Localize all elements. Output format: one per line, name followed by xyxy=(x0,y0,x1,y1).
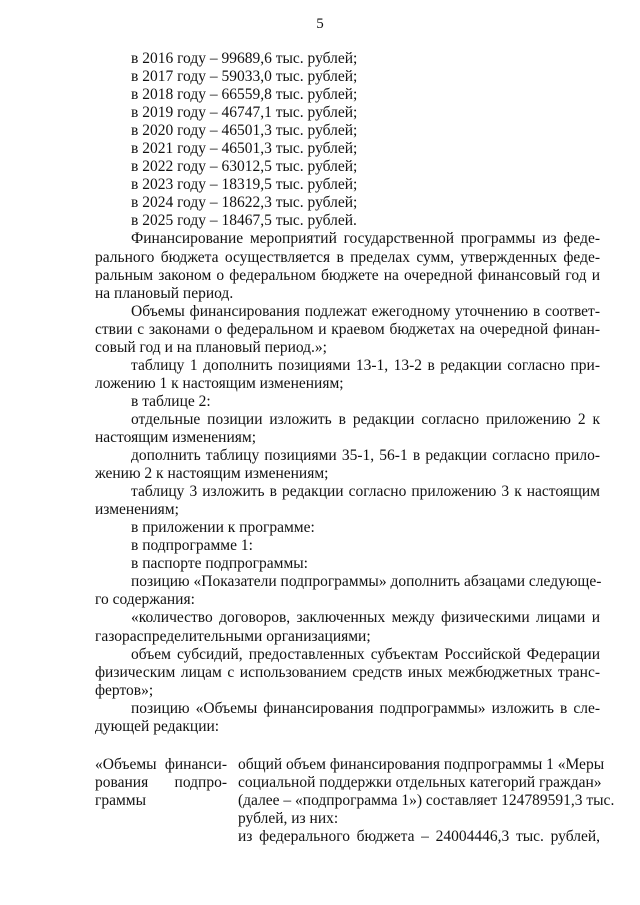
table-value-line: рублей, из них: xyxy=(238,810,339,828)
text-line: ложению 1 к настоящим изменениям; xyxy=(95,374,344,392)
text-line: газораспределительными организациями; xyxy=(95,627,371,645)
paragraph-table-3 xyxy=(95,483,600,519)
year-line: в 2020 году – 46501,3 тыс. рублей; xyxy=(131,122,358,140)
document-body xyxy=(95,50,600,736)
text-line: дующей редакции: xyxy=(95,717,220,735)
year-line: в 2023 году – 18319,5 тыс. рублей; xyxy=(131,176,358,194)
year-line: в 2018 году – 66559,8 тыс. рублей; xyxy=(131,86,358,104)
passport-table-value-cell xyxy=(238,756,615,846)
passport-table-label-cell xyxy=(95,756,227,810)
funding-years-list xyxy=(95,50,600,230)
paragraph-federal-funding xyxy=(95,230,600,302)
page-number: 5 xyxy=(316,16,324,32)
table-value-line: из федерального бюджета – 24004446,3 тыс. рублей, xyxy=(238,828,600,846)
text-line: настоящим изменениям; xyxy=(95,428,257,446)
table-value-line: общий объем финансирования подпрограммы 1 «Меры xyxy=(238,756,605,773)
text-line: Финансирование мероприятий государственной программы из феде- xyxy=(131,230,600,248)
text-line: в подпрограмме 1: xyxy=(131,537,253,555)
text-line: позицию «Объемы финансирования подпрограммы» изложить в сле- xyxy=(131,699,600,717)
paragraph-financing-position xyxy=(95,700,600,736)
text-line: «количество договоров, заключенных между физическими лицами и xyxy=(131,609,600,627)
text-line: изменениям; xyxy=(95,501,179,519)
table-label-line: «Объемы финанси- xyxy=(95,756,227,773)
text-line: в таблице 2: xyxy=(131,392,211,410)
text-line: рального бюджета осуществляется в пределах сумм, утвержденных феде- xyxy=(95,248,600,266)
year-line: в 2017 году – 59033,0 тыс. рублей; xyxy=(131,68,358,86)
paragraph-indicators xyxy=(95,573,600,609)
year-line: в 2024 году – 18622,3 тыс. рублей; xyxy=(131,194,358,212)
text-line: позицию «Показатели подпрограммы» дополнить абзацами следующе- xyxy=(131,573,602,591)
text-line: физическим лицам с использованием средств иных межбюджетных транс- xyxy=(95,663,600,681)
text-line: дополнить таблицу позициями 35-1, 56-1 в редакции согласно прило- xyxy=(131,447,600,465)
table-value-line: социальной поддержки отдельных категорий граждан» xyxy=(238,774,602,792)
text-line: объем субсидий, предоставленных субъектам Российской Федерации xyxy=(131,645,600,663)
year-line: в 2019 году – 46747,1 тыс. рублей; xyxy=(131,104,358,122)
year-line: в 2016 году – 99689,6 тыс. рублей; xyxy=(131,50,358,67)
text-line: в приложении к программе: xyxy=(131,519,315,537)
year-line: в 2022 году – 63012,5 тыс. рублей; xyxy=(131,158,358,176)
table-value-line: (далее – «подпрограмма 1») составляет 124789591,3 тыс. xyxy=(238,792,615,810)
text-line: ральным законом о федеральном бюджете на очередной финансовый год и xyxy=(95,266,600,284)
text-line: фертов»; xyxy=(95,681,154,699)
text-line: отдельные позиции изложить в редакции согласно приложению 2 к xyxy=(131,410,600,428)
paragraph-contracts xyxy=(95,609,600,645)
text-line: таблицу 3 изложить в редакции согласно приложению 3 к настоящим xyxy=(131,483,600,501)
paragraph-annual-adjustment xyxy=(95,303,600,357)
year-line: в 2021 году – 46501,3 тыс. рублей; xyxy=(131,140,358,158)
table-label-line: граммы xyxy=(95,792,147,810)
text-line: совый год и на плановый период.»; xyxy=(95,338,327,356)
text-line: Объемы финансирования подлежат ежегодному уточнению в соответ- xyxy=(131,302,600,320)
paragraph-subsidies xyxy=(95,646,600,700)
paragraph-table-2-positions xyxy=(95,411,600,447)
paragraph-table-2-add xyxy=(95,447,600,483)
text-line: го содержания: xyxy=(95,591,195,609)
text-line: ствии с законами о федеральном и краевом бюджетах на очередной финан- xyxy=(95,320,600,338)
text-line: таблицу 1 дополнить позициями 13-1, 13-2 в редакции согласно при- xyxy=(131,356,600,374)
year-line: в 2025 году – 18467,5 тыс. рублей. xyxy=(131,212,357,230)
table-label-line: рования подпро- xyxy=(95,774,227,792)
text-line: жению 2 к настоящим изменениям; xyxy=(95,465,329,483)
paragraph-table-1 xyxy=(95,357,600,393)
text-line: на плановый период. xyxy=(95,284,234,302)
text-line: в паспорте подпрограммы: xyxy=(131,555,308,573)
